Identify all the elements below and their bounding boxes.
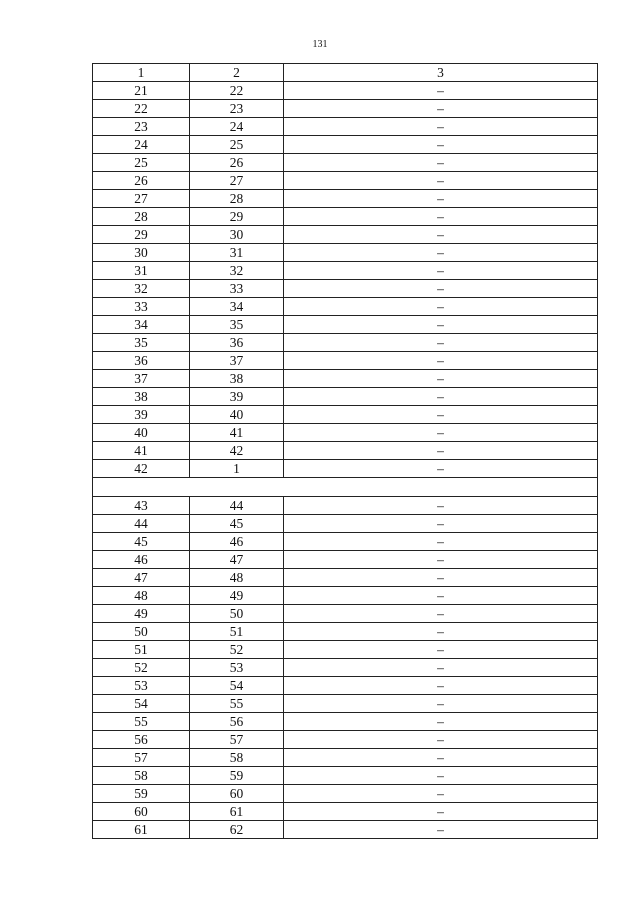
table-cell: 51 (93, 641, 190, 659)
table-cell: 31 (190, 244, 284, 262)
table-cell: – (284, 208, 598, 226)
table-cell: 40 (93, 424, 190, 442)
table-cell: – (284, 623, 598, 641)
table-cell: 37 (190, 352, 284, 370)
table-row (93, 803, 598, 821)
table-cell: – (284, 352, 598, 370)
table-cell: 21 (93, 82, 190, 100)
table-cell: 29 (93, 226, 190, 244)
table-cell: – (284, 515, 598, 533)
table-cell: 59 (190, 767, 284, 785)
table-cell: 45 (190, 515, 284, 533)
table-row (93, 370, 598, 388)
table-cell: 34 (190, 298, 284, 316)
table-cell: – (284, 731, 598, 749)
table-cell: 58 (93, 767, 190, 785)
table-cell: – (284, 749, 598, 767)
table-row (93, 424, 598, 442)
table-cell: – (284, 118, 598, 136)
table-cell: 43 (93, 497, 190, 515)
table-row (93, 623, 598, 641)
table-cell: 62 (190, 821, 284, 839)
table-row (93, 226, 598, 244)
table-row (93, 695, 598, 713)
table-cell: 22 (93, 100, 190, 118)
table-row (93, 569, 598, 587)
table-row (93, 172, 598, 190)
table-row (93, 497, 598, 515)
table-body (93, 64, 598, 839)
table-cell: 47 (190, 551, 284, 569)
table-cell: 32 (190, 262, 284, 280)
table-cell: – (284, 100, 598, 118)
header-cell: 2 (190, 64, 284, 82)
table-cell: – (284, 154, 598, 172)
table-row (93, 821, 598, 839)
table-cell: 54 (190, 677, 284, 695)
table-cell: – (284, 226, 598, 244)
table-cell: 50 (93, 623, 190, 641)
table-cell: – (284, 424, 598, 442)
table-cell: – (284, 551, 598, 569)
table-cell: – (284, 533, 598, 551)
table-cell: – (284, 677, 598, 695)
table-cell: 49 (93, 605, 190, 623)
table-cell: – (284, 641, 598, 659)
table-cell: 44 (190, 497, 284, 515)
table-row (93, 118, 598, 136)
table-cell: – (284, 334, 598, 352)
table-cell: 28 (190, 190, 284, 208)
table-cell: 35 (93, 334, 190, 352)
group-separator-cell (93, 478, 598, 497)
table-cell: 47 (93, 569, 190, 587)
table-row (93, 208, 598, 226)
table-cell: – (284, 244, 598, 262)
table-row (93, 731, 598, 749)
table-cell: – (284, 785, 598, 803)
table-cell: 27 (190, 172, 284, 190)
table-cell: – (284, 406, 598, 424)
table-cell: 38 (93, 388, 190, 406)
table-cell: 25 (190, 136, 284, 154)
table-cell: 26 (93, 172, 190, 190)
table-row (93, 749, 598, 767)
table-cell: 44 (93, 515, 190, 533)
table-cell: 52 (190, 641, 284, 659)
table-row (93, 316, 598, 334)
table-cell: 55 (93, 713, 190, 731)
table-cell: 41 (93, 442, 190, 460)
table-cell: 53 (93, 677, 190, 695)
table-row (93, 136, 598, 154)
table-row (93, 442, 598, 460)
table-cell: 28 (93, 208, 190, 226)
table-row (93, 154, 598, 172)
header-row (93, 64, 598, 82)
table-cell: 46 (93, 551, 190, 569)
table-row (93, 262, 598, 280)
table-row (93, 785, 598, 803)
table-row (93, 244, 598, 262)
table-cell: 58 (190, 749, 284, 767)
table-cell: 33 (190, 280, 284, 298)
table-cell: – (284, 172, 598, 190)
table-cell: 39 (190, 388, 284, 406)
table-cell: 30 (93, 244, 190, 262)
table-row (93, 515, 598, 533)
table-cell: 33 (93, 298, 190, 316)
table-cell: 26 (190, 154, 284, 172)
table-row (93, 659, 598, 677)
table-cell: 30 (190, 226, 284, 244)
table-cell: 29 (190, 208, 284, 226)
table-cell: – (284, 695, 598, 713)
table-cell: 32 (93, 280, 190, 298)
table-row (93, 406, 598, 424)
table-cell: 41 (190, 424, 284, 442)
table-cell: 23 (190, 100, 284, 118)
table-cell: 48 (190, 569, 284, 587)
table-cell: – (284, 262, 598, 280)
table-cell: – (284, 713, 598, 731)
table-row (93, 334, 598, 352)
table-cell: 60 (190, 785, 284, 803)
table-row (93, 767, 598, 785)
table-row (93, 641, 598, 659)
table-cell: – (284, 460, 598, 478)
table-cell: – (284, 316, 598, 334)
table-cell: 36 (190, 334, 284, 352)
header-cell: 3 (284, 64, 598, 82)
table-cell: 57 (190, 731, 284, 749)
table-cell: – (284, 497, 598, 515)
table-cell: 40 (190, 406, 284, 424)
table-row (93, 388, 598, 406)
table-row (93, 605, 598, 623)
table-row (93, 298, 598, 316)
table-row (93, 82, 598, 100)
table-cell: – (284, 821, 598, 839)
table-cell: – (284, 605, 598, 623)
table-cell: 25 (93, 154, 190, 172)
table-cell: – (284, 82, 598, 100)
header-cell: 1 (93, 64, 190, 82)
table-cell: 48 (93, 587, 190, 605)
table-cell: 24 (93, 136, 190, 154)
table-row (93, 352, 598, 370)
table-cell: 42 (93, 460, 190, 478)
table-cell: 60 (93, 803, 190, 821)
table-cell: 45 (93, 533, 190, 551)
table-row (93, 280, 598, 298)
table-row (93, 587, 598, 605)
table-row (93, 713, 598, 731)
table-cell: – (284, 190, 598, 208)
table-cell: 53 (190, 659, 284, 677)
table-cell: 36 (93, 352, 190, 370)
table-cell: 46 (190, 533, 284, 551)
data-table (92, 63, 598, 839)
table-cell: – (284, 370, 598, 388)
table-cell: 35 (190, 316, 284, 334)
table-cell: 57 (93, 749, 190, 767)
table-cell: 56 (190, 713, 284, 731)
table-cell: 27 (93, 190, 190, 208)
table-row (93, 551, 598, 569)
table-cell: 39 (93, 406, 190, 424)
table-cell: – (284, 136, 598, 154)
table-cell: – (284, 569, 598, 587)
table-cell: 51 (190, 623, 284, 641)
table-cell: 34 (93, 316, 190, 334)
table-row (93, 100, 598, 118)
table-cell: – (284, 587, 598, 605)
table-cell: 42 (190, 442, 284, 460)
table-cell: 61 (190, 803, 284, 821)
table-cell: 52 (93, 659, 190, 677)
table-cell: 31 (93, 262, 190, 280)
table-cell: – (284, 767, 598, 785)
table-cell: 24 (190, 118, 284, 136)
table-cell: 55 (190, 695, 284, 713)
table-cell: 38 (190, 370, 284, 388)
table-cell: – (284, 442, 598, 460)
table-cell: – (284, 803, 598, 821)
table-cell: 54 (93, 695, 190, 713)
table-row (93, 460, 598, 478)
table-cell: 61 (93, 821, 190, 839)
table-cell: 22 (190, 82, 284, 100)
group-separator-row (93, 478, 598, 497)
table-row (93, 533, 598, 551)
table-cell: – (284, 388, 598, 406)
table-cell: 50 (190, 605, 284, 623)
table-cell: 49 (190, 587, 284, 605)
table-cell: 23 (93, 118, 190, 136)
table-cell: – (284, 659, 598, 677)
table-cell: 59 (93, 785, 190, 803)
table-row (93, 190, 598, 208)
table-cell: – (284, 298, 598, 316)
table-cell: 56 (93, 731, 190, 749)
page-number: 131 (312, 39, 328, 50)
table-row (93, 677, 598, 695)
table-cell: 37 (93, 370, 190, 388)
table-cell: 1 (190, 460, 284, 478)
table-cell: – (284, 280, 598, 298)
